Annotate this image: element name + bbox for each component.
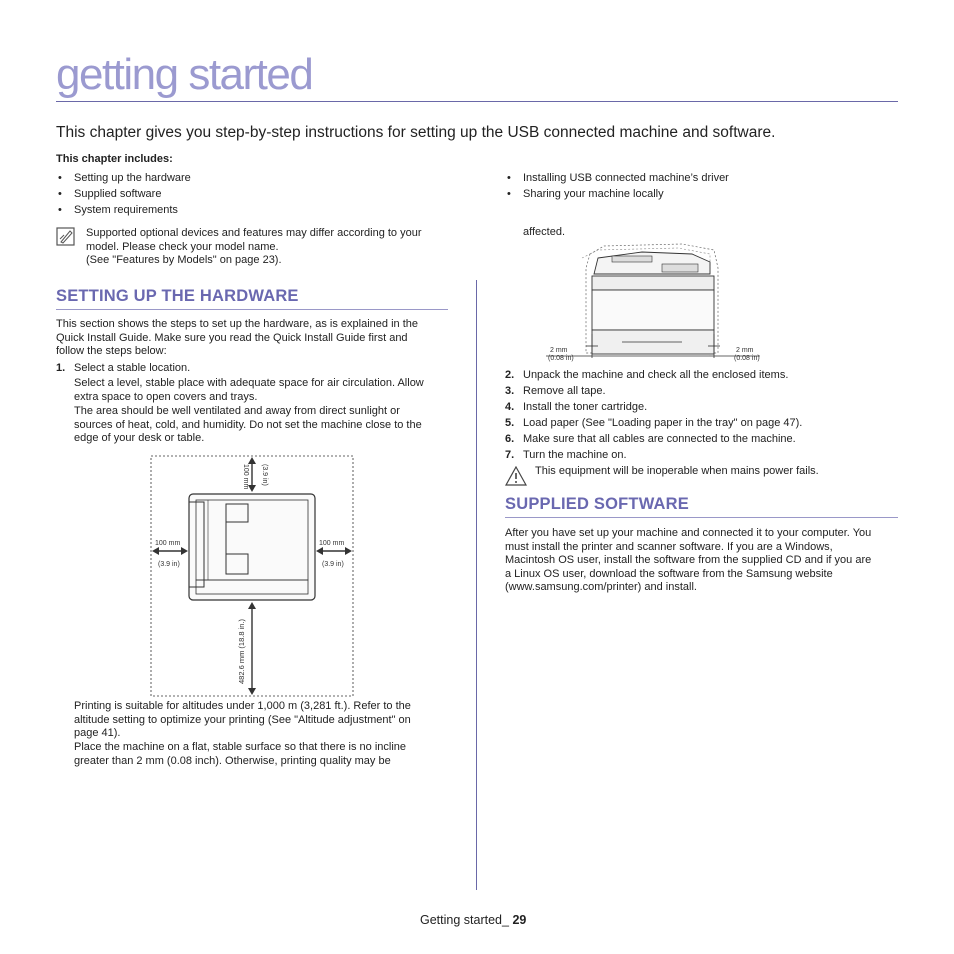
list-item [505,369,905,385]
step-text: Unpack the machine and check all the enclosed items. [523,369,789,381]
paragraph-line: altitude setting to optimize your printing (See "Altitude adjustment" on [74,713,411,726]
step-number: 3. [505,385,515,397]
paragraph-line: extra space to open covers and trays. [74,390,258,403]
paragraph-line: edge of your desk or table. [74,432,205,444]
list-item: • Setting up the hardware [56,172,456,188]
section-heading-hardware: SETTING UP THE HARDWARE [56,287,299,305]
list-item: • Installing USB connected machine’s driver [505,172,905,188]
left-clearance-arrow [152,547,188,555]
paragraph-line: must install the printer and scanner software. If you are a Windows, [505,540,833,553]
paragraph-line: Printing is suitable for altitudes under 1,000 m (3,281 ft.). Refer to the [74,700,411,712]
note-line: (See "Features by Models" on page 23). [86,254,282,266]
paragraph-line: (www.samsung.com/printer) and install. [505,581,697,593]
paragraph-line: Macintosh OS user, install the software from the supplied CD and if you are [505,554,872,566]
paragraph-line: Quick Install Guide. Make sure you read the Quick Install Guide first and [56,331,408,344]
hardware-paragraph [56,318,456,359]
right-in-label: (3.9 in) [322,561,344,568]
section-rule [505,517,898,518]
column-divider [476,280,477,890]
left-tilt-in: (0.08 in) [548,355,574,362]
note-text [86,227,466,268]
step-text: Install the toner cartridge. [523,401,648,413]
list-item [505,449,905,465]
list-item: • Sharing your machine locally [505,188,905,204]
paragraph-line: greater than 2 mm (0.08 inch). Otherwise, printing quality may be [74,754,391,767]
step-number: 6. [505,433,515,445]
right-tilt-mm: 2 mm [736,347,754,354]
step-1-para-1 [74,377,454,404]
page-number: 29 [512,913,527,927]
printer-topview [189,494,315,600]
step-number: 1. [56,362,66,374]
step-text: Remove all tape. [523,385,606,397]
page-title: getting started [56,50,313,99]
page-footer [420,913,526,927]
list-item: • System requirements [56,204,456,220]
right-tilt-in: (0.08 in) [734,355,760,362]
title-rule [56,101,898,102]
paragraph-line: Select a level, stable place with adequate space for air circulation. Allow [74,377,424,389]
paragraph-line: follow the steps below: [56,345,167,357]
clearance-diagram [146,452,358,700]
step-label: Select a stable location. [74,362,191,374]
flat-surface-paragraph [74,741,454,768]
includes-list-right [505,172,905,204]
list-item [505,401,905,417]
affected-text: affected. [523,226,565,238]
left-tilt-mm: 2 mm [550,347,568,354]
right-clearance-arrow [316,547,352,555]
section-heading-software: SUPPLIED SOFTWARE [505,495,689,513]
note-line: Supported optional devices and features may differ according to your [86,227,422,239]
printer-sideview [592,252,714,354]
list-item: • Supplied software [56,188,456,204]
software-paragraph [505,527,905,595]
step-text: Load paper (See "Loading paper in the tray" on page 47). [523,417,803,429]
section-rule [56,309,448,310]
rear-clearance-arrow [248,602,256,695]
right-mm-label: 100 mm [319,540,345,547]
level-diagram [542,238,764,368]
rear-label: 482.6 mm (18.8 in.) [237,618,246,684]
intro-text: This chapter gives you step-by-step instructions for setting up the USB connected machine and software. [56,124,776,141]
includes-heading: This chapter includes: [56,153,173,165]
note-icon [56,227,76,247]
list-item [505,385,905,401]
setup-steps [505,369,905,465]
paragraph-line: sources of heat, cold, and humidity. Do not set the machine close to the [74,418,422,431]
warning-icon [505,466,527,486]
list-item [505,433,905,449]
step-number: 2. [505,369,515,381]
left-mm-label: 100 mm [155,540,181,547]
step-1-para-2 [74,405,454,446]
paragraph-line: This section shows the steps to set up the hardware, as is explained in the [56,318,418,330]
footer-label: Getting started_ [420,913,509,927]
altitude-paragraph [74,700,454,741]
paragraph-line: page 41). [74,727,121,739]
step-text: Make sure that all cables are connected to the machine. [523,433,796,445]
step-text: Turn the machine on. [523,449,627,461]
list-item [505,417,905,433]
warning-text: This equipment will be inoperable when mains power fails. [535,465,819,477]
step-number: 5. [505,417,515,429]
step-number: 7. [505,449,515,461]
paragraph-line: After you have set up your machine and connected it to your computer. You [505,527,872,539]
note-line: model. Please check your model name. [86,240,279,253]
step-number: 4. [505,401,515,413]
top-in-label: (3.9 in) [261,464,268,486]
paragraph-line: Place the machine on a flat, stable surface so that there is no incline [74,741,407,753]
left-in-label: (3.9 in) [158,561,180,568]
paragraph-line: a Linux OS user, download the software from the Samsung website [505,567,833,580]
paragraph-line: The area should be well ventilated and away from direct sunlight or [74,405,400,417]
top-mm-label: 100 mm [242,464,249,490]
includes-list-left [56,172,456,220]
